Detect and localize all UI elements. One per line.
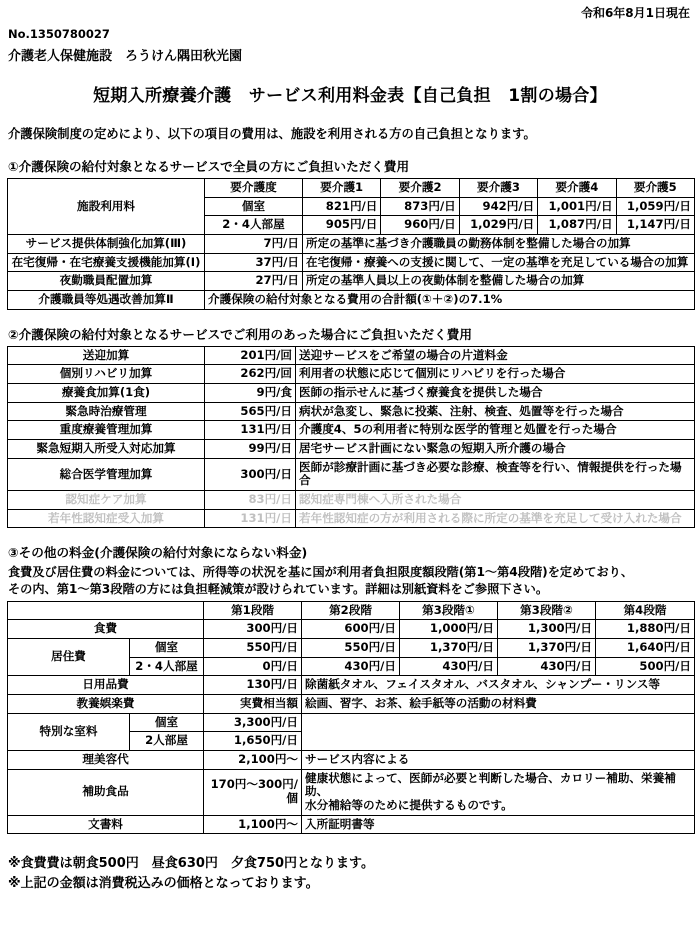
table-row	[8, 402, 695, 421]
facility-fee-label: 施設利用料	[8, 179, 205, 235]
addon-name: 療養食加算(1食)	[8, 384, 205, 403]
room-type-label: 個室	[130, 638, 204, 657]
document-date: 令和6年8月1日現在	[580, 6, 690, 20]
fee-cell: 600円/日	[302, 620, 400, 639]
fee-cell: 1,640円/日	[596, 638, 695, 657]
addon-name: 在宅復帰・在宅療養支援機能加算(Ⅰ)	[8, 253, 205, 272]
room-type-label: 個室	[205, 197, 303, 216]
supplement-amount: 170円～300円/個	[204, 769, 302, 815]
addon-amount: 27円/日	[205, 272, 303, 291]
addon-description: 病状が急変し、緊急に投薬、注射、検査、処置等を行った場合	[296, 402, 695, 421]
addon-name: 介護職員等処遇改善加算Ⅱ	[8, 291, 205, 310]
fee-cell: 430円/日	[498, 657, 596, 676]
table-row	[8, 291, 695, 310]
addon-name: サービス提供体制強化加算(Ⅲ)	[8, 235, 205, 254]
room-type-label: 2・4人部屋	[205, 216, 303, 235]
fee-cell: 1,370円/日	[498, 638, 596, 657]
table-row	[8, 384, 695, 403]
supplement-label: 補助食品	[8, 769, 204, 815]
table-row	[8, 601, 695, 620]
addon-name: 夜勤職員配置加算	[8, 272, 205, 291]
recreation-amount: 実費相当額	[204, 694, 302, 713]
fee-cell: 550円/日	[204, 638, 302, 657]
addon-name: 総合医学管理加算	[8, 458, 205, 490]
column-header-care2: 要介護2	[381, 179, 459, 198]
fee-cell: 905円/日	[303, 216, 381, 235]
table-row	[8, 620, 695, 639]
section2-heading: ②介護保険の給付対象となるサービスでご利用のあった場合にご負担いただく費用	[8, 326, 472, 342]
addon-amount: 300円/日	[205, 458, 296, 490]
fee-cell: 1,000円/日	[400, 620, 498, 639]
recreation-description: 絵画、習字、お茶、絵手紙等の活動の材料費	[302, 694, 695, 713]
addon-amount: 83円/日	[205, 491, 296, 510]
fee-cell: 821円/日	[303, 197, 381, 216]
barber-description: サービス内容による	[302, 750, 695, 769]
addon-name: 緊急短期入所受入対応加算	[8, 440, 205, 459]
addon-description: 介護保険の給付対象となる費用の合計額(①＋②)の7.1%	[205, 291, 695, 310]
section1-heading: ①介護保険の給付対象となるサービスで全員の方にご負担いただく費用	[8, 159, 410, 174]
column-header-stage4: 第4段階	[596, 601, 695, 620]
daily-goods-amount: 130円/日	[204, 676, 302, 695]
fee-cell: 550円/日	[302, 638, 400, 657]
column-header-care1: 要介護1	[303, 179, 381, 198]
table-row	[8, 638, 695, 657]
lead-paragraph: 介護保険制度の定めにより、以下の項目の費用は、施設を利用される方の自己負担となります。	[8, 127, 536, 141]
table-row	[8, 491, 695, 510]
fee-cell: 430円/日	[302, 657, 400, 676]
fee-cell: 1,087円/日	[538, 216, 616, 235]
addon-description: 所定の基準に基づき介護職員の勤務体制を整備した場合の加算	[303, 235, 695, 254]
addon-name: 個別リハビリ加算	[8, 365, 205, 384]
special-room-amount: 1,650円/日	[204, 732, 302, 751]
column-header-care4: 要介護4	[538, 179, 616, 198]
addon-description: 所定の基準人員以上の夜勤体制を整備した場合の加算	[303, 272, 695, 291]
document-number: No.1350780027	[8, 27, 110, 41]
addon-name: 重度療養管理加算	[8, 421, 205, 440]
column-header-stage3a: 第3段階①	[400, 601, 498, 620]
section3-heading: ③その他の料金(介護保険の給付対象にならない料金)	[8, 545, 308, 561]
section3-note-line1: 食費及び居住費の料金については、所得等の状況を基に国が利用者負担限度額段階(第1～第4段階)を定めており、	[8, 565, 634, 580]
housing-fee-label: 居住費	[8, 638, 130, 675]
addon-description: 利用者の状態に応じて個別にリハビリを行った場合	[296, 365, 695, 384]
table-row	[8, 365, 695, 384]
daily-goods-description: 除菌紙タオル、フェイスタオル、バスタオル、シャンプー・リンス等	[302, 676, 695, 695]
empty-cell	[302, 713, 695, 750]
table-row	[8, 421, 695, 440]
fee-cell: 1,147円/日	[616, 216, 694, 235]
supplement-description	[302, 769, 695, 815]
addon-description: 医師が診療計画に基づき必要な診療、検査等を行い、情報提供を行った場合	[296, 458, 695, 490]
table-row	[8, 458, 695, 490]
table-row	[8, 750, 695, 769]
table-row	[8, 235, 695, 254]
fee-cell: 0円/日	[204, 657, 302, 676]
table-row	[8, 253, 695, 272]
section3-note-line2: その内、第1～第3段階の方には負担軽減策が設けられています。詳細は別紙資料をご参照下さい。	[8, 581, 549, 596]
recreation-label: 教養娯楽費	[8, 694, 204, 713]
addon-name: 送迎加算	[8, 346, 205, 365]
table-row	[8, 694, 695, 713]
supplement-description-line1: 健康状態によって、医師が必要と判断した場合、カロリー補助、栄養補助、	[305, 770, 676, 799]
facility-name: 介護老人保健施設 ろうけん隅田秋光園	[8, 49, 243, 64]
documents-amount: 1,100円～	[204, 815, 302, 834]
table-row	[8, 440, 695, 459]
addon-amount: 131円/日	[205, 509, 296, 528]
column-header-care3: 要介護3	[459, 179, 537, 198]
addon-description: 在宅復帰・療養への支援に関して、一定の基準を充足している場合の加算	[303, 253, 695, 272]
column-header-stage2: 第2段階	[302, 601, 400, 620]
section2-table	[7, 346, 695, 529]
room-type-label: 2人部屋	[130, 732, 204, 751]
addon-name: 緊急時治療管理	[8, 402, 205, 421]
table-row	[8, 509, 695, 528]
table-row	[8, 713, 695, 732]
fee-cell: 1,059円/日	[616, 197, 694, 216]
addon-description: 居宅サービス計画にない緊急の短期入所介護の場合	[296, 440, 695, 459]
column-header-care5: 要介護5	[616, 179, 694, 198]
fee-cell: 430円/日	[400, 657, 498, 676]
fee-cell: 1,029円/日	[459, 216, 537, 235]
table-row	[8, 676, 695, 695]
daily-goods-label: 日用品費	[8, 676, 204, 695]
footnote-tax-included: ※上記の金額は消費税込みの価格となっております。	[8, 876, 319, 892]
addon-amount: 262円/回	[205, 365, 296, 384]
addon-name: 認知症ケア加算	[8, 491, 205, 510]
fee-cell: 1,001円/日	[538, 197, 616, 216]
addon-amount: 131円/日	[205, 421, 296, 440]
barber-label: 理美容代	[8, 750, 204, 769]
addon-description: 送迎サービスをご希望の場合の片道料金	[296, 346, 695, 365]
footnote-meal-prices: ※食費費は朝食500円 昼食630円 夕食750円となります。	[8, 856, 375, 872]
addon-amount: 201円/回	[205, 346, 296, 365]
column-header-stage3b: 第3段階②	[498, 601, 596, 620]
fee-cell: 1,370円/日	[400, 638, 498, 657]
fee-cell: 500円/日	[596, 657, 695, 676]
fee-cell: 960円/日	[381, 216, 459, 235]
addon-amount: 565円/日	[205, 402, 296, 421]
section1-table	[7, 178, 695, 310]
addon-name: 若年性認知症受入加算	[8, 509, 205, 528]
page-title: 短期入所療養介護 サービス利用料金表【自己負担 1割の場合】	[93, 86, 607, 106]
addon-amount: 99円/日	[205, 440, 296, 459]
table-row	[8, 179, 695, 198]
section3-table	[7, 601, 695, 835]
section3-note	[6, 564, 694, 596]
addon-amount: 9円/食	[205, 384, 296, 403]
fee-cell: 873円/日	[381, 197, 459, 216]
addon-amount: 37円/日	[205, 253, 303, 272]
special-room-label: 特別な室料	[8, 713, 130, 750]
documents-description: 入所証明書等	[302, 815, 695, 834]
room-type-label: 個室	[130, 713, 204, 732]
addon-description: 医師の指示せんに基づく療養食を提供した場合	[296, 384, 695, 403]
column-header-stage1: 第1段階	[204, 601, 302, 620]
column-header-care-level: 要介護度	[205, 179, 303, 198]
supplement-description-line2: 水分補給等のために提供するものです。	[305, 798, 513, 812]
addon-description: 介護度4、5の利用者に特別な医学的管理と処置を行った場合	[296, 421, 695, 440]
addon-description: 若年性認知症の方が利用される際に所定の基準を充足して受け入れた場合	[296, 509, 695, 528]
table-row	[8, 346, 695, 365]
fee-cell: 1,880円/日	[596, 620, 695, 639]
footnotes	[6, 854, 694, 894]
room-type-label: 2・4人部屋	[130, 657, 204, 676]
table-row	[8, 769, 695, 815]
special-room-amount: 3,300円/日	[204, 713, 302, 732]
barber-amount: 2,100円～	[204, 750, 302, 769]
documents-label: 文書料	[8, 815, 204, 834]
table-row	[8, 815, 695, 834]
fee-cell: 1,300円/日	[498, 620, 596, 639]
fee-cell: 942円/日	[459, 197, 537, 216]
addon-description: 認知症専門棟へ入所された場合	[296, 491, 695, 510]
addon-amount: 7円/日	[205, 235, 303, 254]
fee-cell: 300円/日	[204, 620, 302, 639]
table-row	[8, 272, 695, 291]
meal-fee-label: 食費	[8, 620, 204, 639]
empty-corner-cell	[8, 601, 204, 620]
